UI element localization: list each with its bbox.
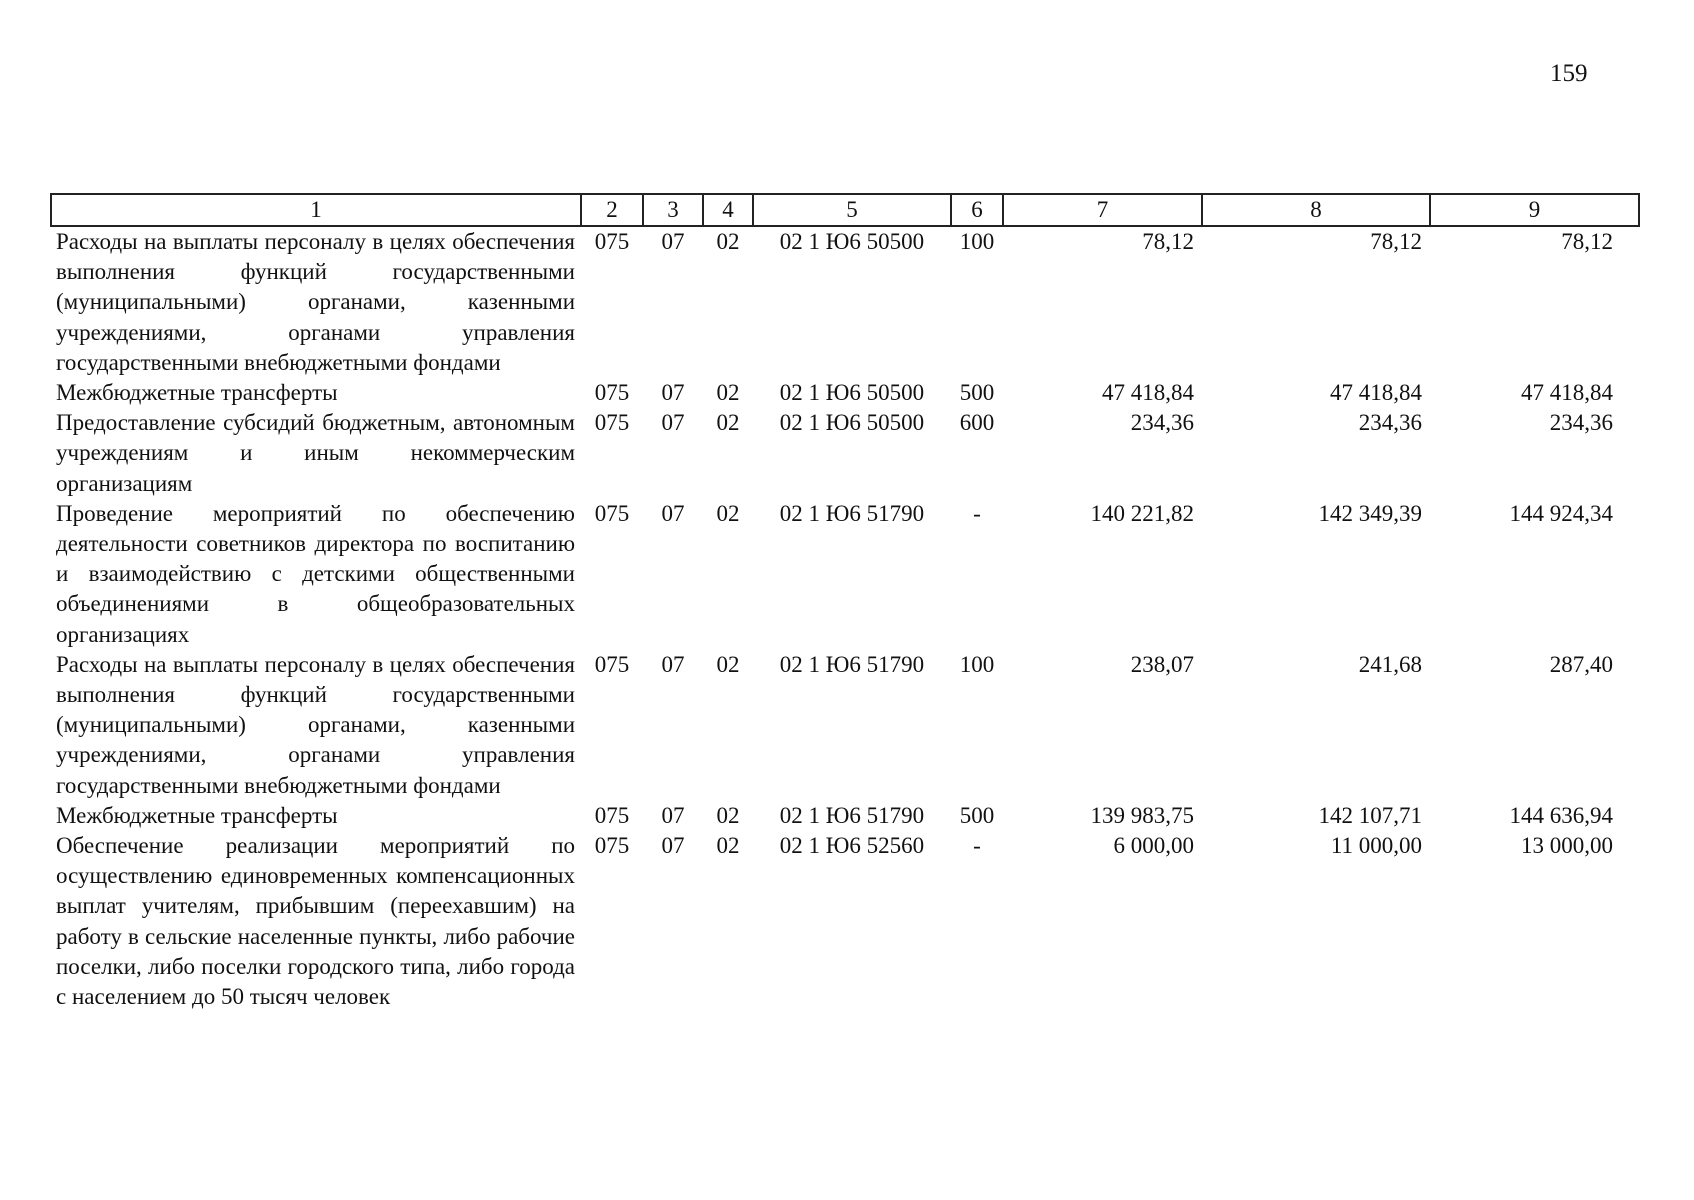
row-section-code: 07	[661, 410, 685, 436]
table-header	[51, 194, 1639, 226]
row-amount-9: 78,12	[1561, 229, 1613, 254]
row-ministry-code: 075	[594, 410, 630, 436]
row-section-code: 07	[661, 651, 685, 677]
page-number: 159	[1550, 60, 1588, 87]
row-amount-8: 142 349,39	[1318, 500, 1422, 526]
row-amount-9: 47 418,84	[1521, 380, 1613, 406]
header-col-8: 8	[1202, 194, 1430, 226]
row-subsection-code: 02	[716, 802, 740, 828]
row-subsection-code: 02	[716, 229, 740, 254]
header-col-5: 5	[753, 194, 951, 226]
row-amount-7: 238,07	[1130, 651, 1194, 677]
row-ministry-code: 075	[594, 380, 630, 406]
budget-table	[50, 193, 1640, 1012]
row-expense-type: 100	[959, 651, 995, 677]
row-expense-type: -	[973, 833, 981, 859]
row-target-article: 02 1 Ю6 51790	[779, 500, 925, 526]
row-amount-8: 234,36	[1358, 410, 1422, 436]
row-target-article: 02 1 Ю6 52560	[779, 833, 925, 859]
row-amount-8: 11 000,00	[1330, 833, 1422, 859]
header-col-1: 1	[51, 194, 581, 226]
row-subsection-code: 02	[716, 833, 740, 859]
table-row	[51, 378, 1639, 408]
row-amount-9: 144 636,94	[1509, 802, 1613, 828]
row-target-article: 02 1 Ю6 50500	[779, 410, 925, 436]
row-target-article: 02 1 Ю6 51790	[779, 651, 925, 677]
row-ministry-code: 075	[594, 833, 630, 859]
row-expense-type: -	[973, 500, 981, 526]
row-ministry-code: 075	[594, 500, 630, 526]
row-expense-type: 500	[959, 380, 995, 406]
row-expense-type: 100	[959, 229, 995, 254]
row-section-code: 07	[661, 802, 685, 828]
row-amount-8: 78,12	[1370, 229, 1422, 254]
row-expense-type: 600	[959, 410, 995, 436]
table-row	[51, 831, 1639, 1012]
row-subsection-code: 02	[716, 380, 740, 406]
header-col-4: 4	[703, 194, 753, 226]
row-amount-8: 47 418,84	[1330, 380, 1422, 406]
table-row	[51, 801, 1639, 831]
header-col-7: 7	[1003, 194, 1202, 226]
row-amount-7: 139 983,75	[1090, 802, 1194, 828]
header-col-9: 9	[1430, 194, 1639, 226]
row-subsection-code: 02	[716, 410, 740, 436]
row-amount-7: 234,36	[1130, 410, 1194, 436]
row-amount-7: 140 221,82	[1090, 500, 1194, 526]
row-name: Предоставление субсидий бюджетным, автономным учреждениям и иным некоммерческим организациям	[56, 410, 575, 496]
row-target-article: 02 1 Ю6 51790	[779, 802, 925, 828]
header-col-3: 3	[643, 194, 703, 226]
row-amount-8: 142 107,71	[1318, 802, 1422, 828]
row-name: Проведение мероприятий по обеспечению деятельности советников директора по воспитанию и взаимодействию с детскими общественными объединениями в общеобразовательных организациях	[56, 500, 575, 647]
row-section-code: 07	[661, 380, 685, 406]
row-subsection-code: 02	[716, 500, 740, 526]
row-target-article: 02 1 Ю6 50500	[779, 229, 925, 254]
row-target-article: 02 1 Ю6 50500	[779, 380, 925, 406]
row-amount-9: 287,40	[1549, 651, 1613, 677]
row-section-code: 07	[661, 229, 685, 254]
row-amount-7: 47 418,84	[1102, 380, 1194, 406]
row-amount-7: 78,12	[1142, 229, 1194, 254]
row-name: Обеспечение реализации мероприятий по осуществлению единовременных компенсационных выплат учителям, прибывшим (переехавшим) на работу в сельские населенные пункты, либо рабочие поселки, либо поселки городского типа, либо города с населением до 50 тысяч человек	[56, 833, 575, 1010]
row-amount-9: 13 000,00	[1521, 833, 1613, 859]
row-name: Межбюджетные трансферты	[56, 380, 338, 406]
row-section-code: 07	[661, 833, 685, 859]
header-col-2: 2	[581, 194, 643, 226]
row-expense-type: 500	[959, 802, 995, 828]
row-subsection-code: 02	[716, 651, 740, 677]
row-name: Межбюджетные трансферты	[56, 802, 338, 828]
row-ministry-code: 075	[594, 229, 630, 254]
row-amount-8: 241,68	[1358, 651, 1422, 677]
row-section-code: 07	[661, 500, 685, 526]
row-name: Расходы на выплаты персоналу в целях обеспечения выполнения функций государственными (муниципальными) органами, казенными учреждениями, органами управления государственными внебюджетными фондами	[56, 651, 575, 798]
table-row	[51, 499, 1639, 650]
header-col-6: 6	[951, 194, 1003, 226]
table-row	[51, 226, 1639, 378]
row-amount-9: 144 924,34	[1509, 500, 1613, 526]
row-amount-9: 234,36	[1549, 410, 1613, 436]
row-ministry-code: 075	[594, 802, 630, 828]
row-amount-7: 6 000,00	[1113, 833, 1194, 859]
row-name: Расходы на выплаты персоналу в целях обеспечения выполнения функций государственными (муниципальными) органами, казенными учреждениями, органами управления государственными внебюджетными фондами	[56, 229, 575, 375]
table-row	[51, 650, 1639, 801]
table-row	[51, 408, 1639, 499]
row-ministry-code: 075	[594, 651, 630, 677]
